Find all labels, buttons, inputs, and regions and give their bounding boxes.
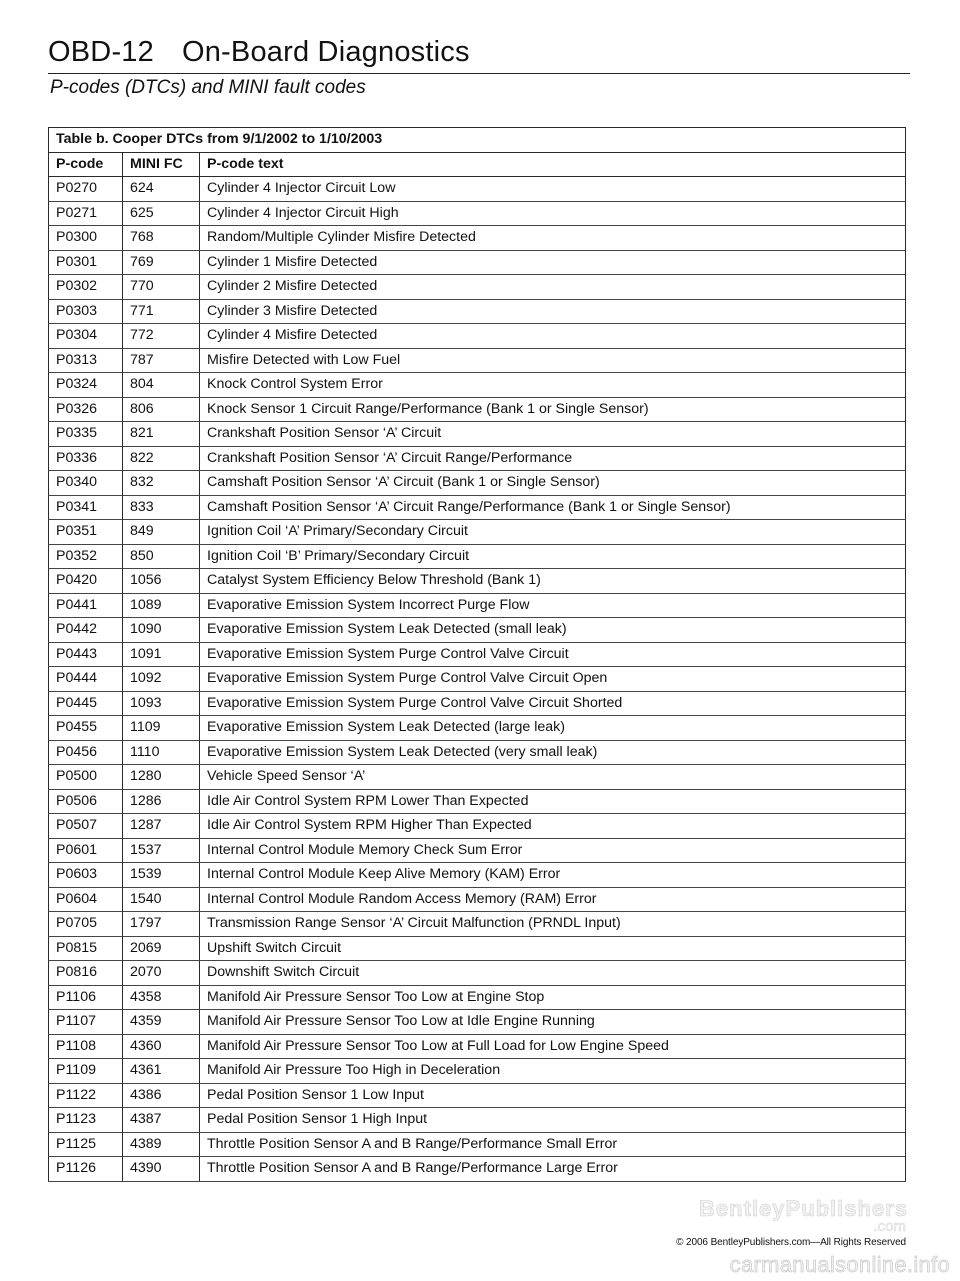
cell-mini-fc: 832 bbox=[123, 471, 200, 496]
cell-pcode: P0705 bbox=[49, 912, 123, 937]
cell-pcode-text: Cylinder 3 Misfire Detected bbox=[200, 299, 906, 324]
cell-pcode-text: Transmission Range Sensor ‘A’ Circuit Malfunction (PRNDL Input) bbox=[200, 912, 906, 937]
cell-pcode-text: Evaporative Emission System Leak Detected (very small leak) bbox=[200, 740, 906, 765]
cell-pcode: P0603 bbox=[49, 863, 123, 888]
cell-pcode-text: Pedal Position Sensor 1 High Input bbox=[200, 1108, 906, 1133]
copyright-notice: © 2006 BentleyPublishers.com—All Rights Reserved bbox=[676, 1237, 906, 1248]
cell-mini-fc: 1110 bbox=[123, 740, 200, 765]
cell-pcode-text: Throttle Position Sensor A and B Range/Performance Large Error bbox=[200, 1157, 906, 1182]
cell-pcode-text: Pedal Position Sensor 1 Low Input bbox=[200, 1083, 906, 1108]
cell-mini-fc: 4386 bbox=[123, 1083, 200, 1108]
cell-mini-fc: 821 bbox=[123, 422, 200, 447]
cell-mini-fc: 4387 bbox=[123, 1108, 200, 1133]
table-row bbox=[49, 250, 906, 275]
table-row bbox=[49, 569, 906, 594]
cell-pcode: P1126 bbox=[49, 1157, 123, 1182]
bentley-watermark-com: .com bbox=[873, 1218, 906, 1235]
cell-mini-fc: 822 bbox=[123, 446, 200, 471]
cell-pcode-text: Camshaft Position Sensor ‘A’ Circuit (Bank 1 or Single Sensor) bbox=[200, 471, 906, 496]
cell-pcode-text: Knock Control System Error bbox=[200, 373, 906, 398]
cell-pcode: P1108 bbox=[49, 1034, 123, 1059]
cell-pcode-text: Cylinder 2 Misfire Detected bbox=[200, 275, 906, 300]
cell-mini-fc: 1056 bbox=[123, 569, 200, 594]
cell-pcode: P0271 bbox=[49, 201, 123, 226]
cell-pcode-text: Evaporative Emission System Purge Control Valve Circuit Open bbox=[200, 667, 906, 692]
table-row bbox=[49, 1034, 906, 1059]
table-row bbox=[49, 765, 906, 790]
cell-pcode: P0351 bbox=[49, 520, 123, 545]
cell-pcode-text: Idle Air Control System RPM Lower Than Expected bbox=[200, 789, 906, 814]
dtc-table bbox=[48, 127, 906, 1182]
cell-pcode-text: Camshaft Position Sensor ‘A’ Circuit Range/Performance (Bank 1 or Single Sensor) bbox=[200, 495, 906, 520]
cell-pcode: P0341 bbox=[49, 495, 123, 520]
cell-mini-fc: 1287 bbox=[123, 814, 200, 839]
cell-pcode-text: Cylinder 4 Injector Circuit High bbox=[200, 201, 906, 226]
cell-mini-fc: 4360 bbox=[123, 1034, 200, 1059]
cell-mini-fc: 770 bbox=[123, 275, 200, 300]
table-row bbox=[49, 642, 906, 667]
table-row bbox=[49, 275, 906, 300]
cell-pcode: P0456 bbox=[49, 740, 123, 765]
cell-pcode: P0441 bbox=[49, 593, 123, 618]
cell-mini-fc: 1286 bbox=[123, 789, 200, 814]
cell-pcode-text: Internal Control Module Random Access Memory (RAM) Error bbox=[200, 887, 906, 912]
cell-mini-fc: 1540 bbox=[123, 887, 200, 912]
cell-mini-fc: 768 bbox=[123, 226, 200, 251]
table-row bbox=[49, 299, 906, 324]
cell-mini-fc: 1092 bbox=[123, 667, 200, 692]
cell-pcode: P0500 bbox=[49, 765, 123, 790]
cell-pcode: P0507 bbox=[49, 814, 123, 839]
cell-mini-fc: 624 bbox=[123, 177, 200, 202]
table-row bbox=[49, 789, 906, 814]
bentley-watermark: BentleyPublishers bbox=[699, 1196, 908, 1221]
cell-mini-fc: 833 bbox=[123, 495, 200, 520]
cell-mini-fc: 4359 bbox=[123, 1010, 200, 1035]
cell-pcode: P0420 bbox=[49, 569, 123, 594]
cell-pcode-text: Upshift Switch Circuit bbox=[200, 936, 906, 961]
cell-pcode: P0601 bbox=[49, 838, 123, 863]
cell-pcode-text: Cylinder 1 Misfire Detected bbox=[200, 250, 906, 275]
table-row bbox=[49, 495, 906, 520]
table-row bbox=[49, 422, 906, 447]
cell-pcode: P1123 bbox=[49, 1108, 123, 1133]
cell-pcode: P1125 bbox=[49, 1132, 123, 1157]
table-row bbox=[49, 201, 906, 226]
section-title: On-Board Diagnostics bbox=[181, 36, 470, 68]
cell-pcode-text: Manifold Air Pressure Too High in Deceleration bbox=[200, 1059, 906, 1084]
cell-pcode-text: Random/Multiple Cylinder Misfire Detected bbox=[200, 226, 906, 251]
cell-pcode: P0445 bbox=[49, 691, 123, 716]
column-header-mini-fc: MINI FC bbox=[123, 152, 200, 177]
cell-pcode: P0270 bbox=[49, 177, 123, 202]
cell-pcode-text: Internal Control Module Keep Alive Memory (KAM) Error bbox=[200, 863, 906, 888]
table-row bbox=[49, 593, 906, 618]
cell-mini-fc: 1537 bbox=[123, 838, 200, 863]
table-row bbox=[49, 1059, 906, 1084]
cell-pcode-text: Catalyst System Efficiency Below Threshold (Bank 1) bbox=[200, 569, 906, 594]
cell-pcode: P0443 bbox=[49, 642, 123, 667]
cell-mini-fc: 1797 bbox=[123, 912, 200, 937]
table-header-row bbox=[49, 152, 906, 177]
cell-mini-fc: 1089 bbox=[123, 593, 200, 618]
cell-pcode: P0304 bbox=[49, 324, 123, 349]
cell-pcode-text: Crankshaft Position Sensor ‘A’ Circuit Range/Performance bbox=[200, 446, 906, 471]
cell-pcode: P1122 bbox=[49, 1083, 123, 1108]
header-rule bbox=[48, 73, 910, 74]
cell-pcode: P1109 bbox=[49, 1059, 123, 1084]
cell-pcode: P0816 bbox=[49, 961, 123, 986]
cell-pcode: P0815 bbox=[49, 936, 123, 961]
cell-mini-fc: 4389 bbox=[123, 1132, 200, 1157]
cell-mini-fc: 2070 bbox=[123, 961, 200, 986]
site-watermark: carmanualsonline.info bbox=[729, 1252, 950, 1277]
cell-mini-fc: 769 bbox=[123, 250, 200, 275]
cell-pcode-text: Ignition Coil ‘A’ Primary/Secondary Circuit bbox=[200, 520, 906, 545]
table-row bbox=[49, 667, 906, 692]
table-row bbox=[49, 838, 906, 863]
table-row bbox=[49, 1083, 906, 1108]
table-row bbox=[49, 226, 906, 251]
table-row bbox=[49, 961, 906, 986]
cell-pcode-text: Evaporative Emission System Purge Control Valve Circuit bbox=[200, 642, 906, 667]
cell-pcode-text: Evaporative Emission System Leak Detected (small leak) bbox=[200, 618, 906, 643]
cell-pcode: P0301 bbox=[49, 250, 123, 275]
table-row bbox=[49, 177, 906, 202]
table-row bbox=[49, 397, 906, 422]
cell-mini-fc: 806 bbox=[123, 397, 200, 422]
table-row bbox=[49, 887, 906, 912]
cell-pcode: P1106 bbox=[49, 985, 123, 1010]
table-body bbox=[49, 177, 906, 1182]
cell-pcode-text: Vehicle Speed Sensor ‘A’ bbox=[200, 765, 906, 790]
table-title-row bbox=[49, 128, 906, 153]
cell-pcode: P0444 bbox=[49, 667, 123, 692]
table-row bbox=[49, 1157, 906, 1182]
cell-mini-fc: 1539 bbox=[123, 863, 200, 888]
cell-pcode: P0455 bbox=[49, 716, 123, 741]
table-title: Table b. Cooper DTCs from 9/1/2002 to 1/10/2003 bbox=[49, 128, 906, 153]
cell-mini-fc: 772 bbox=[123, 324, 200, 349]
cell-pcode-text: Manifold Air Pressure Sensor Too Low at Full Load for Low Engine Speed bbox=[200, 1034, 906, 1059]
cell-pcode-text: Evaporative Emission System Purge Control Valve Circuit Shorted bbox=[200, 691, 906, 716]
cell-pcode-text: Throttle Position Sensor A and B Range/Performance Small Error bbox=[200, 1132, 906, 1157]
cell-pcode-text: Misfire Detected with Low Fuel bbox=[200, 348, 906, 373]
cell-pcode-text: Evaporative Emission System Leak Detected (large leak) bbox=[200, 716, 906, 741]
cell-mini-fc: 849 bbox=[123, 520, 200, 545]
table-row bbox=[49, 373, 906, 398]
table-row bbox=[49, 544, 906, 569]
page-code: OBD-12 bbox=[48, 36, 154, 68]
cell-mini-fc: 625 bbox=[123, 201, 200, 226]
cell-pcode: P0303 bbox=[49, 299, 123, 324]
page-subtitle: P-codes (DTCs) and MINI fault codes bbox=[50, 77, 366, 98]
table-row bbox=[49, 520, 906, 545]
table-row bbox=[49, 324, 906, 349]
cell-mini-fc: 771 bbox=[123, 299, 200, 324]
cell-pcode: P0300 bbox=[49, 226, 123, 251]
cell-mini-fc: 1280 bbox=[123, 765, 200, 790]
cell-pcode-text: Cylinder 4 Misfire Detected bbox=[200, 324, 906, 349]
cell-pcode-text: Idle Air Control System RPM Higher Than Expected bbox=[200, 814, 906, 839]
cell-pcode: P0326 bbox=[49, 397, 123, 422]
cell-pcode-text: Downshift Switch Circuit bbox=[200, 961, 906, 986]
cell-mini-fc: 1091 bbox=[123, 642, 200, 667]
table-row bbox=[49, 446, 906, 471]
cell-mini-fc: 1109 bbox=[123, 716, 200, 741]
page-header bbox=[48, 34, 908, 70]
cell-mini-fc: 4390 bbox=[123, 1157, 200, 1182]
cell-pcode: P0335 bbox=[49, 422, 123, 447]
table-row bbox=[49, 863, 906, 888]
cell-pcode: P0352 bbox=[49, 544, 123, 569]
cell-mini-fc: 4358 bbox=[123, 985, 200, 1010]
table-row bbox=[49, 716, 906, 741]
cell-mini-fc: 1090 bbox=[123, 618, 200, 643]
cell-pcode-text: Manifold Air Pressure Sensor Too Low at Idle Engine Running bbox=[200, 1010, 906, 1035]
column-header-pcode-text: P-code text bbox=[200, 152, 906, 177]
cell-mini-fc: 4361 bbox=[123, 1059, 200, 1084]
table-row bbox=[49, 814, 906, 839]
cell-pcode: P0340 bbox=[49, 471, 123, 496]
table-row bbox=[49, 912, 906, 937]
table-row bbox=[49, 348, 906, 373]
table-row bbox=[49, 1010, 906, 1035]
cell-pcode: P1107 bbox=[49, 1010, 123, 1035]
cell-pcode-text: Evaporative Emission System Incorrect Purge Flow bbox=[200, 593, 906, 618]
cell-pcode: P0302 bbox=[49, 275, 123, 300]
cell-pcode: P0336 bbox=[49, 446, 123, 471]
cell-pcode-text: Crankshaft Position Sensor ‘A’ Circuit bbox=[200, 422, 906, 447]
table-row bbox=[49, 1132, 906, 1157]
cell-mini-fc: 850 bbox=[123, 544, 200, 569]
table-row bbox=[49, 936, 906, 961]
table-row bbox=[49, 985, 906, 1010]
table-row bbox=[49, 691, 906, 716]
table-row bbox=[49, 618, 906, 643]
cell-pcode-text: Internal Control Module Memory Check Sum Error bbox=[200, 838, 906, 863]
column-header-pcode: P-code bbox=[49, 152, 123, 177]
cell-pcode: P0506 bbox=[49, 789, 123, 814]
cell-pcode: P0313 bbox=[49, 348, 123, 373]
table-row bbox=[49, 740, 906, 765]
cell-mini-fc: 1093 bbox=[123, 691, 200, 716]
cell-pcode: P0442 bbox=[49, 618, 123, 643]
cell-mini-fc: 804 bbox=[123, 373, 200, 398]
cell-pcode-text: Knock Sensor 1 Circuit Range/Performance (Bank 1 or Single Sensor) bbox=[200, 397, 906, 422]
cell-pcode-text: Manifold Air Pressure Sensor Too Low at Engine Stop bbox=[200, 985, 906, 1010]
cell-pcode-text: Cylinder 4 Injector Circuit Low bbox=[200, 177, 906, 202]
cell-mini-fc: 2069 bbox=[123, 936, 200, 961]
cell-mini-fc: 787 bbox=[123, 348, 200, 373]
table-row bbox=[49, 1108, 906, 1133]
table-row bbox=[49, 471, 906, 496]
cell-pcode: P0324 bbox=[49, 373, 123, 398]
cell-pcode-text: Ignition Coil ‘B’ Primary/Secondary Circuit bbox=[200, 544, 906, 569]
cell-pcode: P0604 bbox=[49, 887, 123, 912]
